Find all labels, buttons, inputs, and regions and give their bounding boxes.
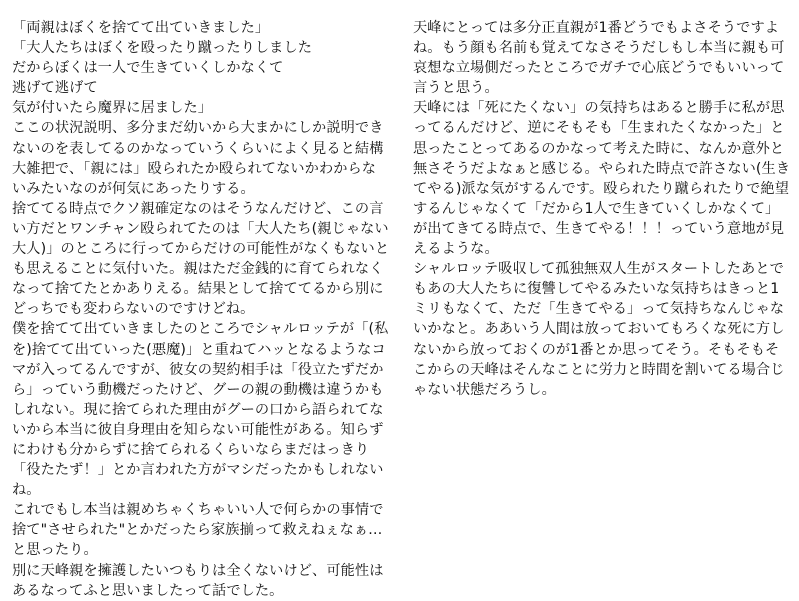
text-line: 捨ててる時点でクソ親確定なのはそうなんだけど、この言: [12, 200, 384, 217]
text-line: と思ったり。: [12, 542, 98, 559]
text-line: てやる)派な気がするんです。殴られたり蹴られたりで絶望: [413, 180, 789, 197]
text-line: マが入ってるんですが、彼女の契約相手は「役立たずだか: [12, 361, 384, 378]
text-line: も思えることに気付いた。親はただ金銭的に育てられなく: [12, 261, 384, 278]
text-line: シャルロッテ吸収して孤独無双人生がスタートしたあとで: [413, 261, 784, 278]
text-line: いかなと。ああいう人間は放っておいてもろくな死に方し: [413, 321, 785, 338]
text-line: これでもし本当は親めちゃくちゃいい人で何らかの事情で: [12, 502, 384, 519]
text-line: 天峰には「死にたくない」の気持ちはあると勝手に私が思: [413, 100, 785, 117]
text-line: が出てきてる時点で、生きてやる！！！っていう意地が見: [413, 220, 785, 237]
text-line: 大雑把で、「親には」殴られたか殴られてないかわからな: [12, 160, 377, 177]
text-line: ないのを表してるのかなっていうくらいによく見ると結構: [12, 140, 384, 157]
text-line: するんじゃなくて「だから1人で生きていくしかなくて」: [413, 200, 780, 217]
text-line: 僕を捨てて出ていきましたのところでシャルロッテが「(私: [12, 321, 389, 338]
text-line: 捨て"させられた"とかだったら家族揃って救えねぇなぁ…: [12, 522, 383, 539]
text-line: ね。: [12, 482, 41, 499]
right-text-column: [413, 18, 791, 400]
text-line: 思ったことってあるのかなって考えた時に、なんか意外と: [413, 140, 785, 157]
text-line: 無さそうだよなぁと感じる。やられた時点で許さない(生き: [413, 160, 791, 177]
text-line: いみたいなのが何気にあったりする。: [12, 180, 255, 197]
text-line: ゃない状態だろうし。: [413, 381, 556, 398]
text-line: 「役たたず！」とか言われた方がマシだったかもしれない: [12, 462, 384, 479]
text-line: 哀想な立場側だったところでガチで心底どうでもいいって: [413, 60, 785, 77]
text-line: あるなってふと思いましたって話でした。: [12, 582, 284, 599]
text-line: えるような。: [413, 241, 499, 258]
left-text-column: [12, 18, 390, 601]
text-line: しれない。現に捨てられた理由がグーの口から語られてな: [12, 401, 384, 418]
text-line: い方だとワンチャン殴られてたのは「大人たち(親じゃない: [12, 220, 389, 237]
text-line: もあの大人たちに復讐してやるみたいな気持ちはきっと1: [413, 281, 780, 298]
text-line: なって捨てたとかありえる。結果として捨ててるから別に: [12, 281, 384, 298]
text-line: ね。もう顔も名前も覚えてなさそうだしもし本当に親も可: [413, 40, 785, 57]
text-line: 天峰にとっては多分正直親が1番どうでもよさそうですよ: [413, 20, 780, 36]
text-line: 気が付いたら魔界に居ました」: [12, 100, 213, 117]
text-line: ら」っていう動機だったけど、グーの親の動機は違うかも: [12, 381, 384, 398]
text-line: 「両親はぼくを捨てて出ていきました」: [12, 20, 270, 36]
text-line: 「大人たちはぼくを殴ったり蹴ったりしました: [12, 40, 313, 57]
text-line: にわけも分からずに捨てられるくらいならまだはっきり: [12, 441, 370, 458]
text-line: どっちでも変わらないのですけどね。: [12, 301, 255, 318]
text-line: ミリもなくて、ただ「生きてやる」って気持ちなんじゃな: [413, 301, 785, 318]
text-line: こからの天峰はそんなことに労力と時間を割いてる場合じ: [413, 361, 785, 378]
text-line: ないから放っておくのが1番とか思ってそう。そもそもそ: [413, 341, 780, 358]
text-line: ってるんだけど、逆にそもそも「生まれたくなかった」と: [413, 120, 785, 137]
text-line: いから本当に彼自身理由を知らない可能性がある。知らず: [12, 421, 384, 438]
text-line: 逃げて逃げて: [12, 80, 98, 97]
text-line: 別に天峰親を擁護したいつもりは全くないけど、可能性は: [12, 562, 384, 579]
text-line: ここの状況説明、多分まだ幼いから大まかにしか説明でき: [12, 120, 384, 137]
text-line: 言うと思う。: [413, 80, 499, 97]
text-line: 大人)」のところに行ってからだけの可能性がなくもないと: [12, 241, 390, 258]
text-line: だからぼくは一人で生きていくしかなくて: [12, 60, 284, 77]
text-line: を)捨てて出ていった(悪魔)」と重ねてハッとなるようなコ: [12, 341, 386, 358]
